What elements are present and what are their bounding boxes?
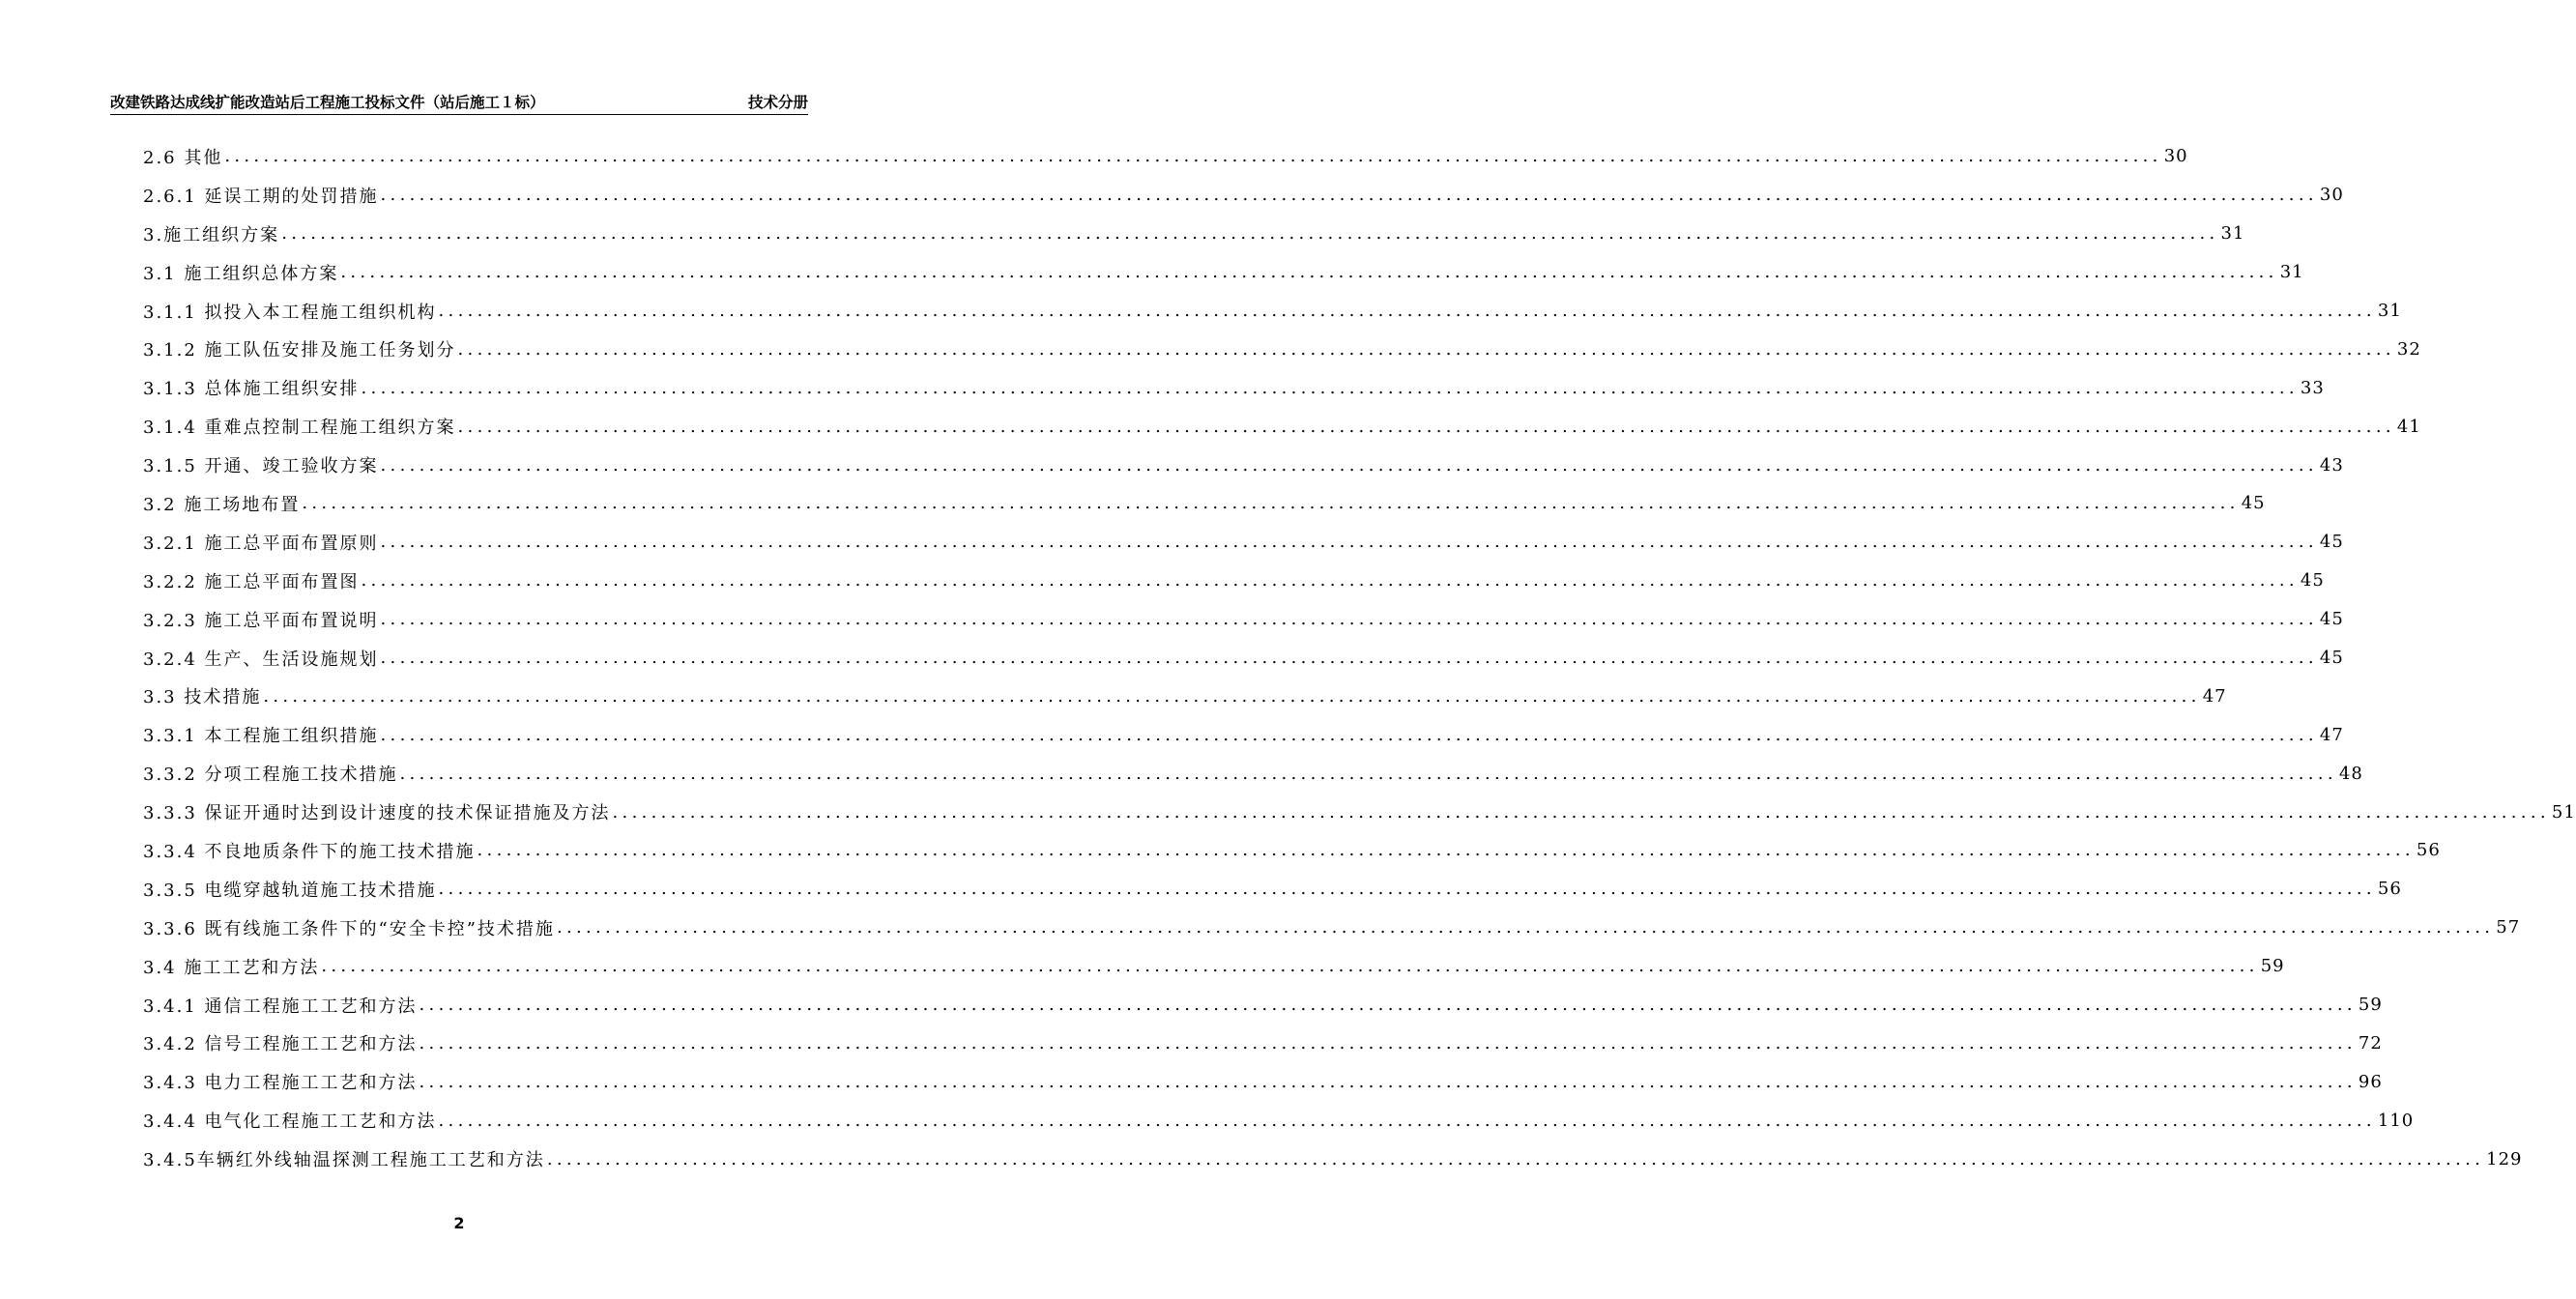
toc-leader-dots: ........................................................................................................................................................................................................ xyxy=(457,416,2395,437)
toc-entry[interactable] xyxy=(143,639,2344,678)
toc-entry-title: 3.2.4 生产、生活设施规划 xyxy=(143,649,379,670)
toc-entry-title: 3.2.3 施工总平面布置说明 xyxy=(143,610,379,631)
toc-leader-dots: ........................................................................................................................................................................................................ xyxy=(321,956,2259,977)
toc-entry[interactable] xyxy=(143,484,2266,523)
toc-entry-title: 3.4.1 通信工程施工工艺和方法 xyxy=(143,996,418,1017)
toc-entry[interactable] xyxy=(143,600,2344,639)
toc-entry[interactable] xyxy=(143,1101,2415,1140)
toc-entry[interactable] xyxy=(143,1024,2383,1062)
toc-leader-dots: ........................................................................................................................................................................................................ xyxy=(380,724,2318,745)
toc-leader-dots: ........................................................................................................................................................................................................ xyxy=(302,493,2240,514)
toc-leader-dots: ........................................................................................................................................................................................................ xyxy=(457,338,2395,360)
toc-entry-title: 3.3.2 分项工程施工技术措施 xyxy=(143,765,398,786)
toc-entry[interactable] xyxy=(143,754,2363,793)
toc-entry[interactable] xyxy=(143,870,2402,909)
toc-entry[interactable] xyxy=(143,715,2344,754)
toc-entry-page: 48 xyxy=(2338,763,2363,784)
toc-entry[interactable] xyxy=(143,215,2245,253)
toc-entry-title: 2.6 其他 xyxy=(143,147,223,168)
toc-entry-title: 3.2.1 施工总平面布置原则 xyxy=(143,533,379,554)
toc-leader-dots: ........................................................................................................................................................................................................ xyxy=(380,609,2318,630)
toc-leader-dots: ........................................................................................................................................................................................................ xyxy=(438,301,2376,321)
toc-leader-dots: ........................................................................................................................................................................................................ xyxy=(380,454,2318,476)
toc-leader-dots: ........................................................................................................................................................................................................ xyxy=(380,185,2318,206)
toc-entry-title: 3.1.2 施工队伍安排及施工任务划分 xyxy=(143,340,456,361)
toc-entry[interactable] xyxy=(143,253,2304,292)
toc-entry-title: 3.1.4 重难点控制工程施工组织方案 xyxy=(143,418,456,439)
toc-leader-dots: ........................................................................................................................................................................................................ xyxy=(281,223,2219,245)
toc-leader-dots: ........................................................................................................................................................................................................ xyxy=(419,1032,2357,1054)
toc-entry-title: 3.1 施工组织总体方案 xyxy=(143,263,339,284)
toc-leader-dots: ........................................................................................................................................................................................................ xyxy=(438,879,2376,900)
toc-entry-title: 3.2.2 施工总平面布置图 xyxy=(143,571,360,592)
toc-leader-dots: ........................................................................................................................................................................................................ xyxy=(556,917,2495,938)
toc-entry-page: 31 xyxy=(2279,262,2304,283)
toc-entry-title: 3.3.5 电缆穿越轨道施工技术措施 xyxy=(143,880,437,901)
page-number: 2 xyxy=(453,1214,465,1232)
toc-entry-page: 30 xyxy=(2163,146,2188,167)
toc-leader-dots: ........................................................................................................................................................................................................ xyxy=(380,648,2318,669)
toc-entry-page: 33 xyxy=(2300,377,2325,398)
toc-entry-page: 45 xyxy=(2319,532,2344,553)
toc-leader-dots: ........................................................................................................................................................................................................ xyxy=(419,995,2357,1016)
toc-leader-dots: ........................................................................................................................................................................................................ xyxy=(361,570,2299,592)
toc-entry-page: 45 xyxy=(2319,648,2344,669)
toc-entry-page: 59 xyxy=(2358,995,2383,1016)
toc-entry-page: 47 xyxy=(2202,685,2227,707)
toc-leader-dots: ........................................................................................................................................................................................................ xyxy=(263,685,2201,707)
toc-entry-title: 3.3.6 既有线施工条件下的“安全卡控”技术措施 xyxy=(143,918,555,939)
toc-entry-title: 3.4.3 电力工程施工工艺和方法 xyxy=(143,1073,418,1094)
document-title: 改建铁路达成线扩能改造站后工程施工投标文件（站后施工１标） xyxy=(110,94,545,111)
toc-entry[interactable] xyxy=(143,292,2402,331)
toc-entry[interactable] xyxy=(143,368,2325,407)
toc-entry[interactable] xyxy=(143,793,2576,831)
toc-entry-page: 31 xyxy=(2220,223,2245,245)
toc-entry-page: 51 xyxy=(2551,801,2576,823)
toc-entry-title: 3.1.5 开通、竣工验收方案 xyxy=(143,456,379,477)
toc-entry[interactable] xyxy=(143,446,2344,484)
toc-entry-page: 47 xyxy=(2319,724,2344,745)
toc-entry[interactable] xyxy=(143,523,2344,562)
toc-entry-title: 3.2 施工场地布置 xyxy=(143,494,301,515)
toc-entry-page: 43 xyxy=(2319,454,2344,476)
toc-entry-page: 72 xyxy=(2358,1032,2383,1054)
toc-entry-title: 3.1.3 总体施工组织安排 xyxy=(143,379,360,400)
toc-entry-page: 129 xyxy=(2486,1148,2523,1169)
toc-entry-page: 45 xyxy=(2241,493,2266,514)
toc-leader-dots: ........................................................................................................................................................................................................ xyxy=(340,262,2278,283)
toc-entry-title: 3.4 施工工艺和方法 xyxy=(143,957,320,978)
toc-entry-title: 3.1.1 拟投入本工程施工组织机构 xyxy=(143,302,437,323)
toc-entry-page: 110 xyxy=(2377,1110,2415,1131)
volume-label: 技术分册 xyxy=(747,94,808,111)
toc-entry[interactable] xyxy=(143,831,2441,870)
toc-entry-title: 3.4.5车辆红外线轴温探测工程施工工艺和方法 xyxy=(143,1150,545,1171)
toc-entry-page: 96 xyxy=(2358,1071,2383,1092)
toc-entry-title: 3.4.2 信号工程施工工艺和方法 xyxy=(143,1034,418,1055)
toc-entry-title: 2.6.1 延误工期的处罚措施 xyxy=(143,186,379,207)
toc-entry-page: 59 xyxy=(2260,956,2285,977)
toc-entry[interactable] xyxy=(143,909,2521,947)
table-of-contents xyxy=(143,137,2576,1178)
toc-entry[interactable] xyxy=(143,407,2421,446)
toc-leader-dots: ........................................................................................................................................................................................................ xyxy=(477,840,2415,861)
toc-leader-dots: ........................................................................................................................................................................................................ xyxy=(399,763,2337,784)
toc-entry-title: 3.施工组织方案 xyxy=(143,224,280,245)
toc-entry[interactable] xyxy=(143,986,2383,1025)
toc-entry-page: 31 xyxy=(2377,301,2402,321)
toc-entry-page: 45 xyxy=(2319,609,2344,630)
toc-leader-dots: ........................................................................................................................................................................................................ xyxy=(224,146,2162,167)
page-header xyxy=(110,89,808,115)
toc-entry[interactable] xyxy=(143,947,2285,986)
toc-entry-page: 41 xyxy=(2396,416,2421,437)
toc-entry[interactable] xyxy=(143,1062,2383,1101)
toc-leader-dots: ........................................................................................................................................................................................................ xyxy=(612,801,2550,823)
toc-entry-page: 45 xyxy=(2300,570,2325,592)
toc-entry[interactable] xyxy=(143,137,2188,176)
toc-leader-dots: ........................................................................................................................................................................................................ xyxy=(361,377,2299,398)
toc-entry[interactable] xyxy=(143,176,2344,215)
toc-leader-dots: ........................................................................................................................................................................................................ xyxy=(419,1071,2357,1092)
toc-entry-page: 32 xyxy=(2396,338,2421,360)
toc-entry[interactable] xyxy=(143,330,2421,368)
toc-leader-dots: ........................................................................................................................................................................................................ xyxy=(546,1148,2485,1169)
toc-entry-page: 30 xyxy=(2319,185,2344,206)
toc-entry[interactable] xyxy=(143,677,2227,715)
toc-entry[interactable] xyxy=(143,562,2325,600)
toc-entry-title: 3.3.3 保证开通时达到设计速度的技术保证措施及方法 xyxy=(143,803,611,824)
toc-entry-page: 56 xyxy=(2416,840,2441,861)
toc-leader-dots: ........................................................................................................................................................................................................ xyxy=(438,1110,2376,1131)
toc-entry-title: 3.3.4 不良地质条件下的施工技术措施 xyxy=(143,841,476,862)
toc-entry-page: 56 xyxy=(2377,879,2402,900)
toc-entry-title: 3.4.4 电气化工程施工工艺和方法 xyxy=(143,1111,437,1133)
toc-entry-title: 3.3 技术措施 xyxy=(143,687,262,708)
toc-leader-dots: ........................................................................................................................................................................................................ xyxy=(380,532,2318,553)
toc-entry[interactable] xyxy=(143,1140,2523,1178)
toc-entry-title: 3.3.1 本工程施工组织措施 xyxy=(143,726,379,747)
toc-entry-page: 57 xyxy=(2496,917,2521,938)
